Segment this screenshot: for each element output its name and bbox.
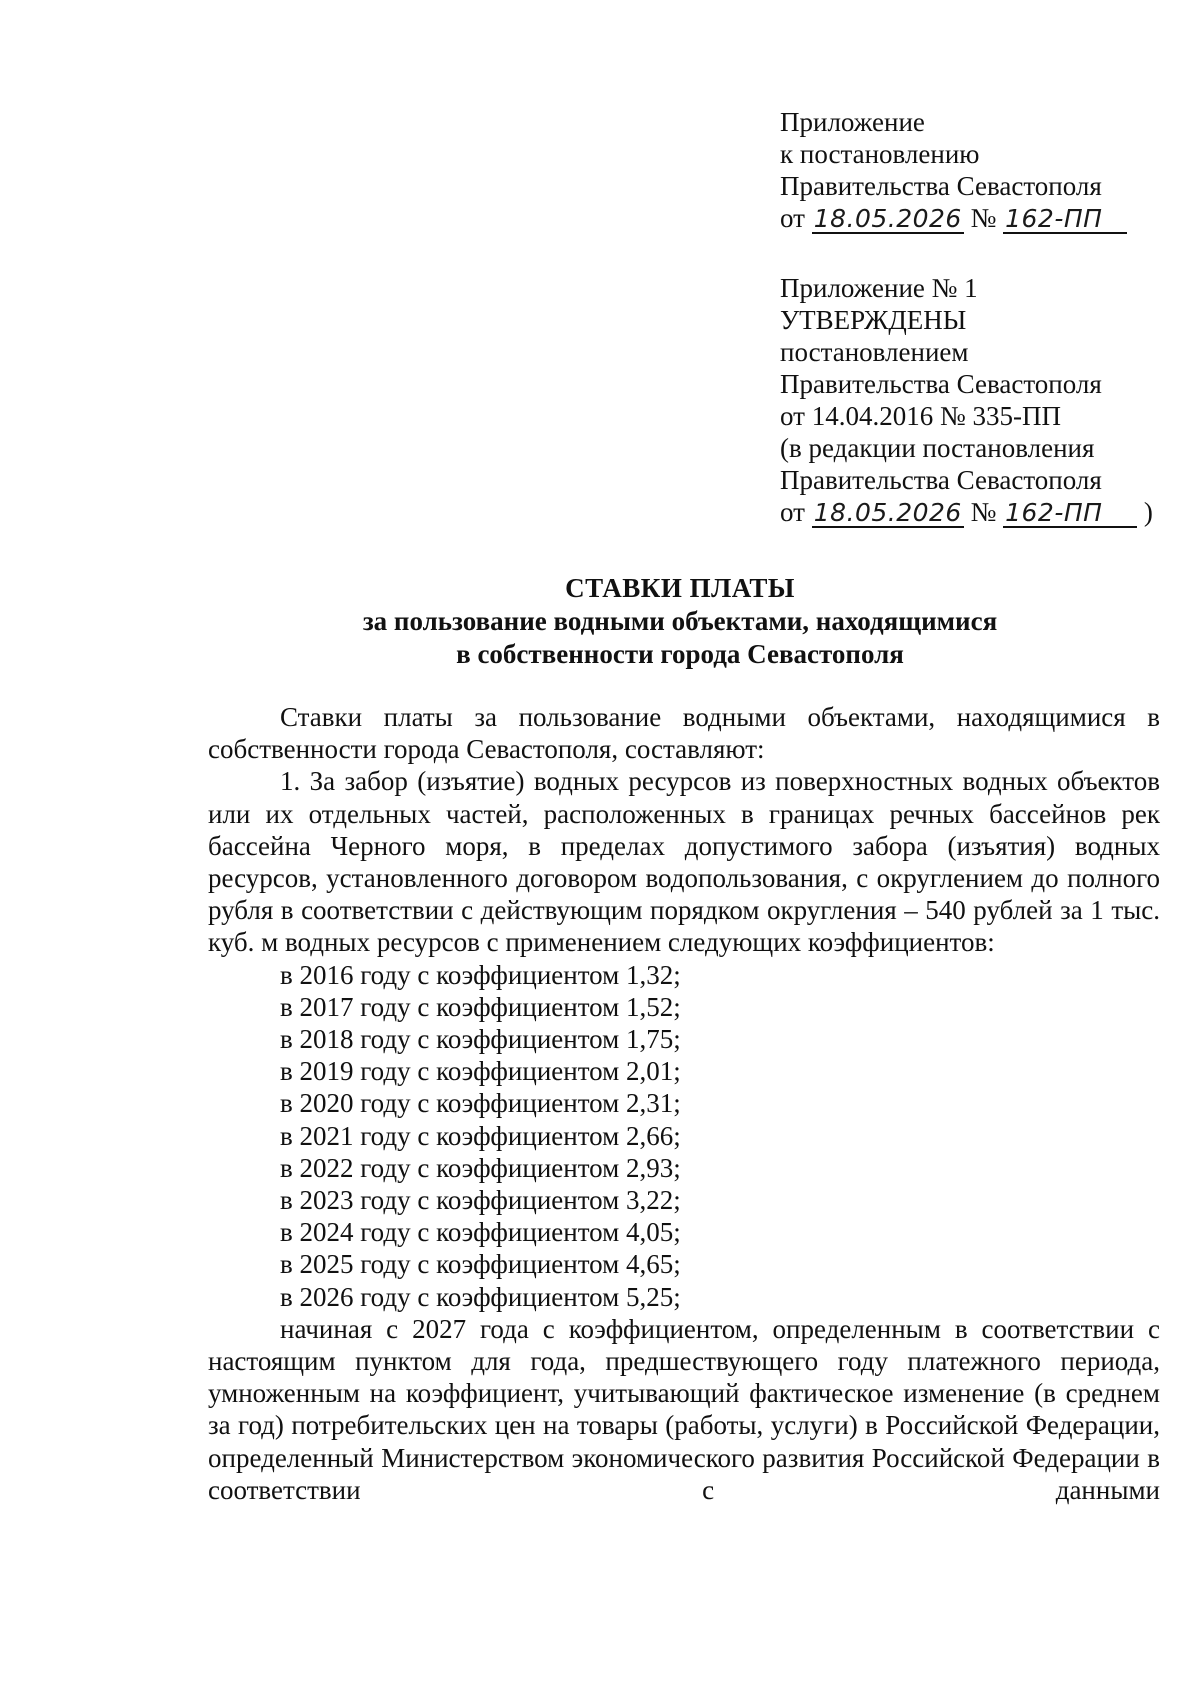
government-line-2: Правительства Севастополя	[780, 465, 1102, 495]
coefficients-list	[208, 959, 1160, 1313]
original-resolution-ref: от 14.04.2016 № 335-ПП	[780, 401, 1061, 431]
closing-paren: )	[1143, 497, 1153, 527]
approved-label: УТВЕРЖДЕНЫ	[780, 305, 967, 335]
from-prefix: от	[780, 497, 805, 527]
to-resolution-line: к постановлению	[780, 139, 980, 169]
by-resolution-line: постановлением	[780, 337, 969, 367]
appendix-header	[780, 106, 1127, 234]
government-line: Правительства Севастополя	[780, 171, 1102, 201]
handwritten-number-field	[1003, 499, 1137, 528]
handwritten-date-field	[812, 499, 964, 528]
handwritten-number: 162-ПП	[1005, 498, 1103, 527]
coefficient-item: в 2024 году с коэффициентом 4,05;	[280, 1217, 681, 1248]
appendix-title: Приложение	[780, 107, 925, 137]
coefficient-item: в 2023 году с коэффициентом 3,22;	[280, 1185, 681, 1216]
coefficient-item: в 2021 году с коэффициентом 2,66;	[280, 1120, 681, 1151]
document-title	[200, 572, 1160, 671]
coefficient-item: в 2017 году с коэффициентом 1,52;	[280, 991, 681, 1022]
coefficient-item: в 2018 году с коэффициентом 1,75;	[280, 1024, 681, 1055]
resolution-reference-line	[780, 202, 1127, 234]
number-sign: №	[970, 497, 997, 527]
number-sign: №	[970, 203, 997, 233]
point-1-paragraph: 1. За забор (изъятие) водных ресурсов из поверхностных водных объектов или их отдельных частей, расположенных в границах речных бассейнов рек бассейна Черного моря, в пределах допустимого забора (изъятия) водных ресурсов, установленного договором водопользования, с округлением до полного рубля в соответствии с действующим порядком округления – 540 рублей за 1 тыс. куб. м водных ресурсов с применением следующих коэффициентов:	[208, 766, 1160, 958]
handwritten-date-field	[812, 205, 964, 234]
handwritten-date: 18.05.2026	[813, 498, 962, 527]
handwritten-number-field	[1003, 205, 1127, 234]
government-line: Правительства Севастополя	[780, 369, 1102, 399]
coefficient-item: в 2022 году с коэффициентом 2,93;	[280, 1152, 681, 1183]
coefficient-item: в 2020 году с коэффициентом 2,31;	[280, 1088, 681, 1119]
edition-reference-line	[780, 496, 1153, 528]
intro-paragraph: Ставки платы за пользование водными объектами, находящимися в собственности города Севастополя, составляют:	[208, 702, 1160, 765]
coefficient-item: в 2026 году с коэффициентом 5,25;	[280, 1281, 681, 1312]
document-body	[208, 701, 1160, 1506]
approval-block	[780, 272, 1153, 528]
handwritten-date: 18.05.2026	[813, 204, 962, 233]
handwritten-number: 162-ПП	[1005, 204, 1103, 233]
coefficient-item: в 2019 году с коэффициентом 2,01;	[280, 1056, 681, 1087]
coefficient-item: в 2016 году с коэффициентом 1,32;	[280, 959, 681, 990]
from-prefix: от	[780, 203, 805, 233]
title-line-2: за пользование водными объектами, находящимися	[362, 606, 998, 636]
continuation-paragraph: начиная с 2027 года с коэффициентом, определенным в соответствии с настоящим пунктом для года, предшествующего году платежного периода, умноженным на коэффициент, учитывающий фактическое изменение (в среднем за год) потребительских цен на товары (работы, услуги) в Российской Федерации, определенный Министерством экономического развития Российской Федерации в соответствии с данными	[208, 1313, 1160, 1505]
coefficient-item: в 2025 году с коэффициентом 4,65;	[280, 1249, 681, 1280]
title-line-3: в собственности города Севастополя	[456, 639, 904, 669]
edition-note: (в редакции постановления	[780, 433, 1095, 463]
appendix-number: Приложение № 1	[780, 273, 978, 303]
title-main: СТАВКИ ПЛАТЫ	[565, 573, 795, 603]
